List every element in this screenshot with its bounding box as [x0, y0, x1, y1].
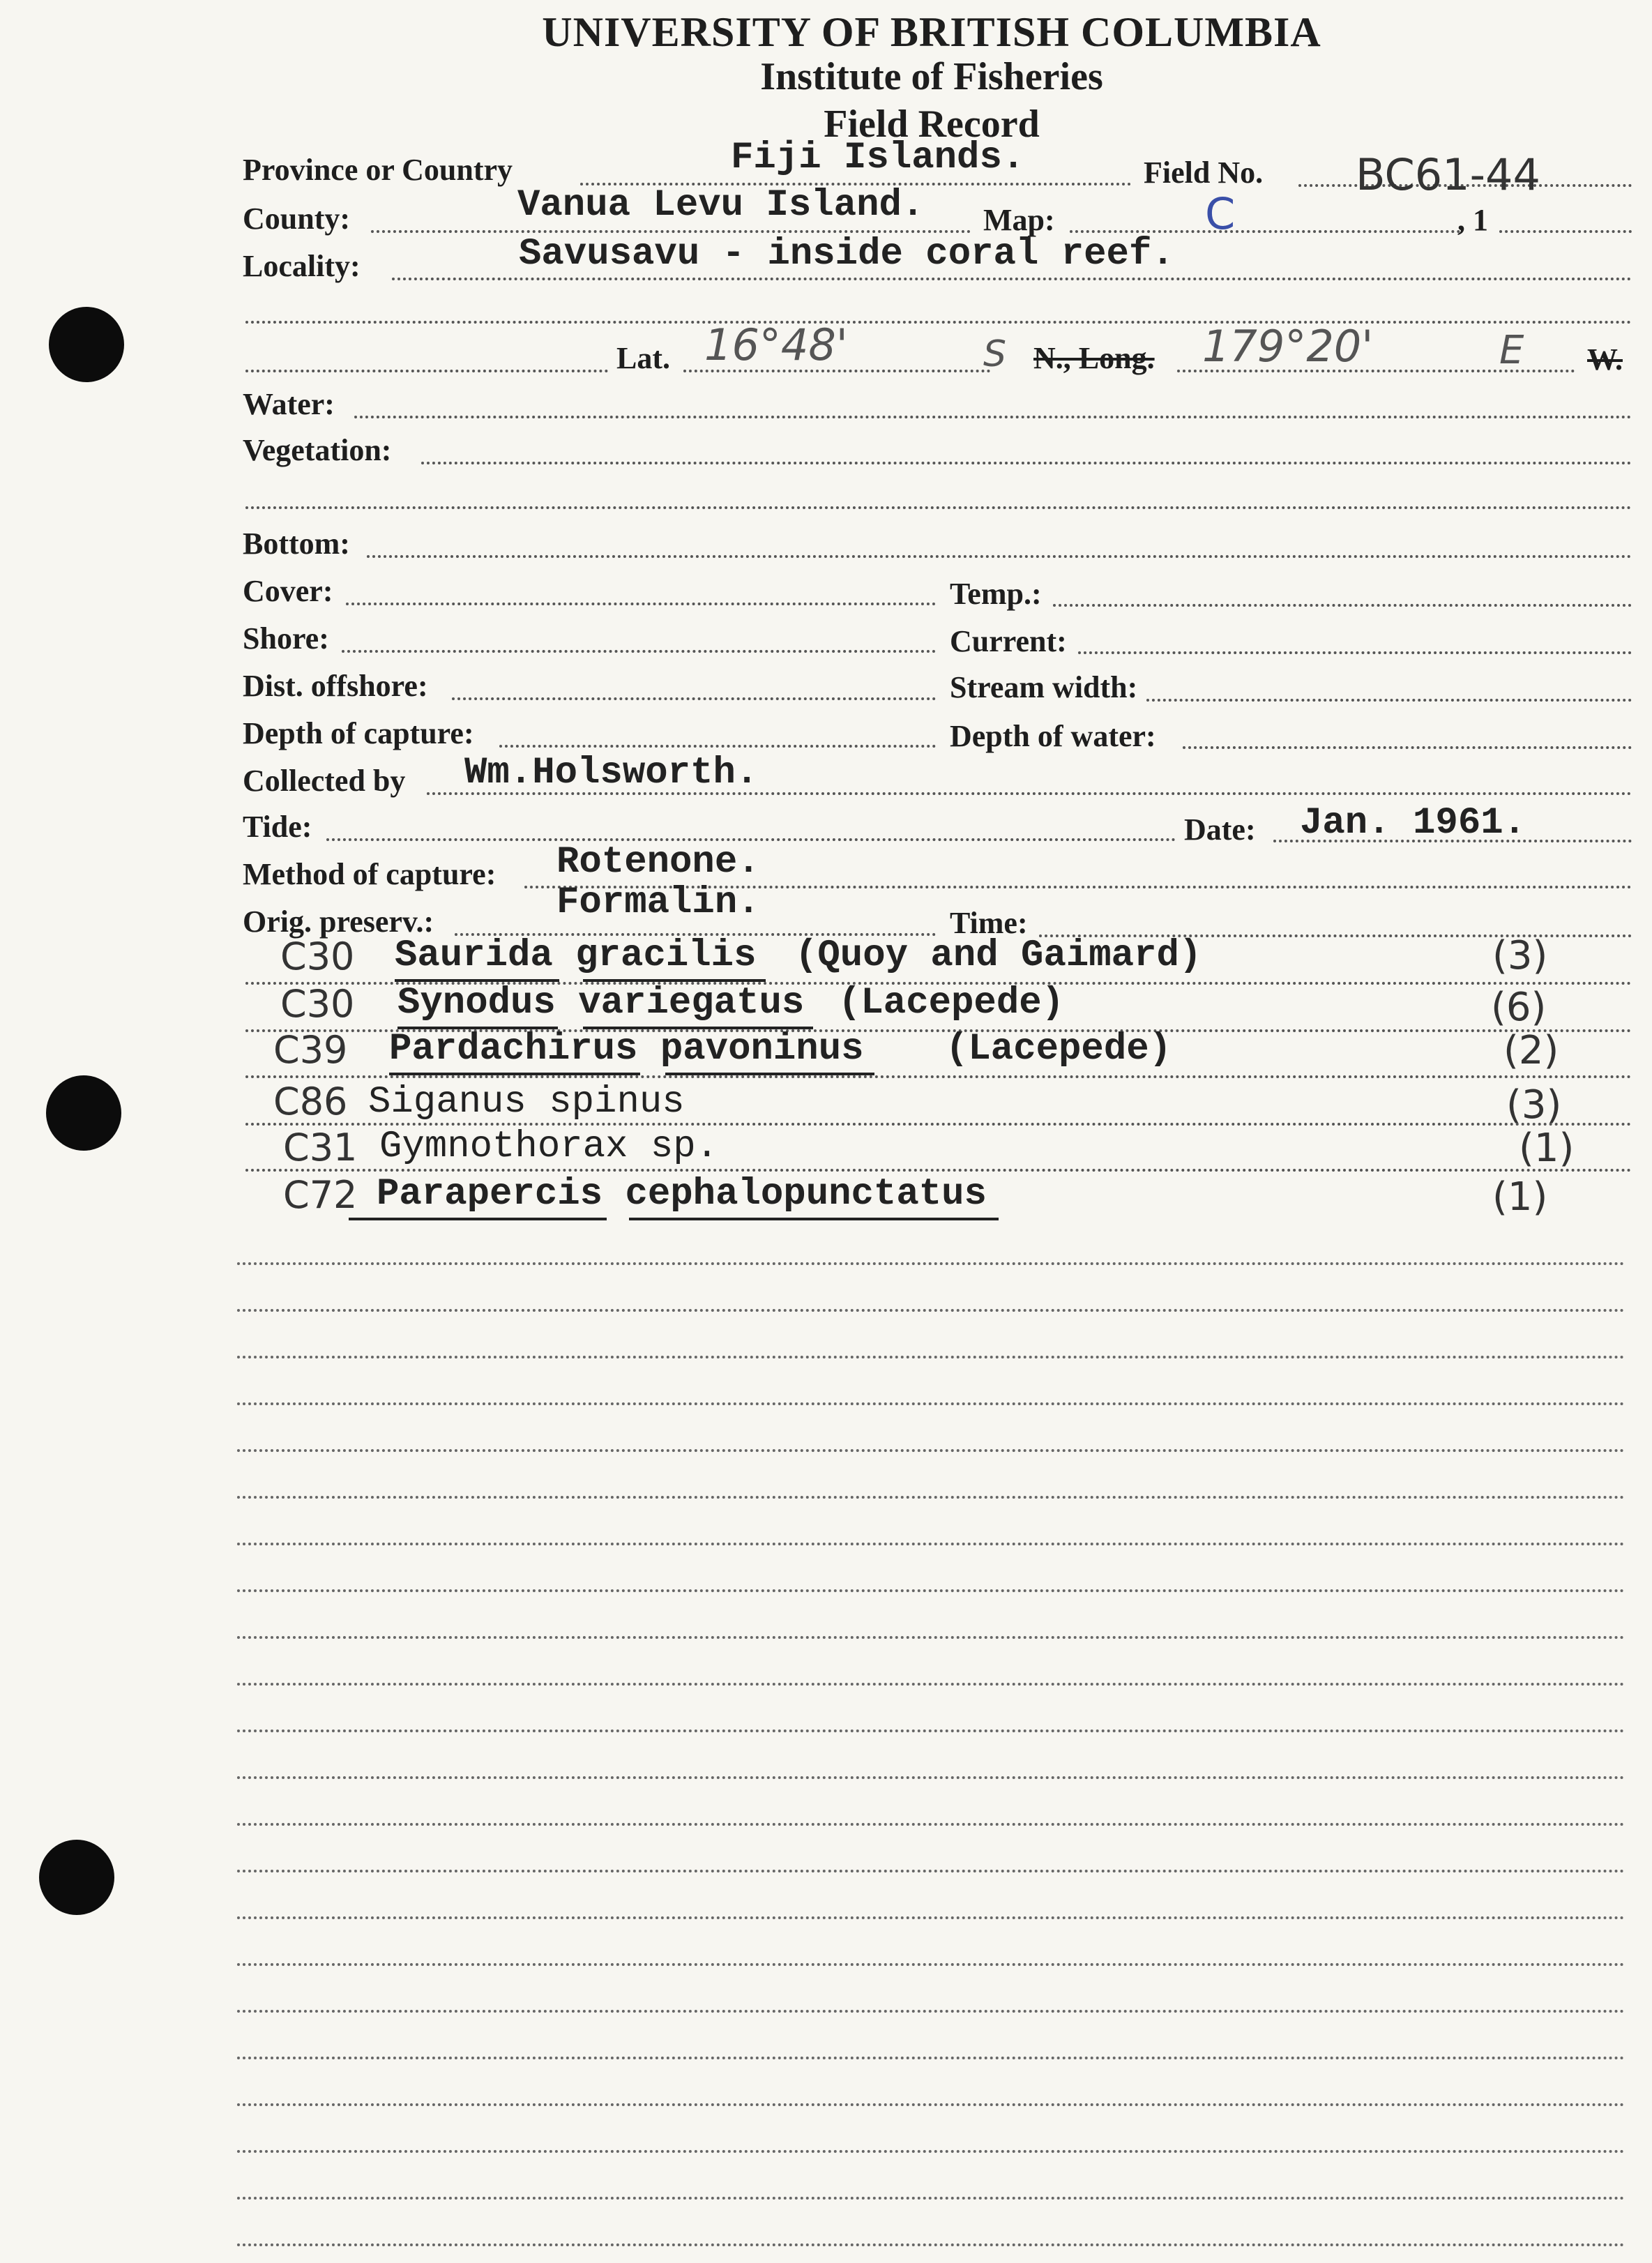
blank-ruled-line [237, 1262, 1625, 1265]
water-line [354, 416, 1632, 418]
method-label: Method of capture: [243, 857, 497, 891]
dist-offshore-label: Dist. offshore: [243, 669, 428, 703]
blank-ruled-line [237, 1636, 1625, 1639]
cover-line [346, 603, 936, 605]
blank-ruled-line [237, 2150, 1625, 2153]
method-value: Rotenone. [556, 841, 760, 884]
depth-capture-label: Depth of capture: [243, 716, 474, 750]
province-label: Province or Country [243, 153, 513, 187]
specimen-code: C39 [273, 1028, 348, 1072]
bottom-line [367, 555, 1632, 558]
specimen-count: (3) [1492, 933, 1548, 978]
map-label: Map: [983, 203, 1055, 237]
specimen-name: Saurida gracilis [395, 934, 757, 977]
blank-ruled-line [237, 1730, 1625, 1732]
specimen-count: (1) [1492, 1174, 1548, 1220]
locality-value: Savusavu - inside coral reef. [519, 233, 1174, 275]
depth-water-label: Depth of water: [950, 719, 1156, 753]
specimen-name: Parapercis cephalopunctatus [377, 1173, 987, 1216]
specimen-author: (Lacepede) [838, 982, 1065, 1024]
lat-value: 16°48' [704, 319, 848, 370]
blank-ruled-line [237, 2197, 1625, 2200]
blank-ruled-line [237, 1356, 1625, 1358]
blank-ruled-line [237, 1963, 1625, 1966]
long-value: 179°20' [1202, 321, 1374, 372]
depth-water-line [1183, 746, 1632, 749]
depth-capture-line [499, 745, 936, 748]
long-direction: E [1499, 328, 1524, 373]
specimen-count: (3) [1506, 1082, 1562, 1128]
temp-label: Temp.: [950, 577, 1042, 611]
specimen-name-underline [629, 1218, 999, 1220]
stream-width-label: Stream width: [950, 670, 1138, 704]
field-no-value: BC61-44 [1356, 149, 1540, 200]
long-suffix: W. [1587, 342, 1623, 377]
lat-lead-line [245, 370, 608, 372]
specimen-code: C86 [273, 1080, 348, 1123]
specimen-count: (6) [1491, 985, 1547, 1030]
lat-label: Lat. [616, 341, 670, 375]
current-line [1078, 651, 1632, 654]
collected-by-label: Collected by [243, 764, 406, 798]
blank-ruled-line [237, 1543, 1625, 1545]
stream-width-line [1146, 699, 1632, 702]
county-value: Vanua Levu Island. [517, 184, 925, 227]
punch-hole-bottom [39, 1840, 114, 1915]
bottom-label: Bottom: [243, 527, 350, 561]
locality-line [392, 278, 1632, 280]
date-value: Jan. 1961. [1300, 802, 1526, 845]
specimen-name-underline [349, 1218, 607, 1220]
shore-line [342, 650, 936, 653]
orig-preserv-label: Orig. preserv.: [243, 905, 434, 939]
time-label: Time: [950, 906, 1028, 940]
province-value: Fiji Islands. [731, 137, 1025, 179]
specimen-name: Siganus spinus [368, 1081, 685, 1123]
vegetation-line [421, 462, 1632, 464]
blank-ruled-line [237, 1870, 1625, 1872]
blank-ruled-line [237, 1449, 1625, 1452]
orig-preserv-value: Formalin. [556, 881, 760, 924]
specimen-name: Gymnothorax sp. [379, 1126, 719, 1168]
department-title: Institute of Fisheries [760, 55, 1103, 98]
locality-label: Locality: [243, 249, 361, 283]
map-suffix-line [1499, 230, 1632, 233]
blank-ruled-line [237, 2010, 1625, 2013]
vegetation-line-2 [245, 506, 1632, 509]
specimen-line [245, 1169, 1632, 1172]
collected-by-value: Wm.Holsworth. [464, 752, 759, 794]
county-label: County: [243, 202, 351, 236]
blank-ruled-line [237, 1402, 1625, 1405]
blank-ruled-line [237, 1589, 1625, 1592]
specimen-code: C31 [283, 1126, 358, 1170]
lat-direction: S [983, 333, 1007, 375]
specimen-line [245, 1075, 1632, 1078]
map-value: C [1205, 188, 1236, 239]
tide-label: Tide: [243, 810, 312, 844]
blank-ruled-line [237, 1496, 1625, 1499]
institution-title: UNIVERSITY OF BRITISH COLUMBIA [542, 9, 1321, 55]
punch-hole-middle [46, 1075, 121, 1151]
specimen-count: (1) [1519, 1126, 1575, 1171]
blank-ruled-line [237, 1309, 1625, 1312]
specimen-code: C30 [280, 982, 355, 1026]
shore-label: Shore: [243, 621, 329, 656]
current-label: Current: [950, 624, 1067, 658]
blank-ruled-line [237, 2243, 1625, 2246]
specimen-author: (Quoy and Gaimard) [795, 934, 1202, 977]
blank-ruled-line [237, 1776, 1625, 1779]
temp-line [1053, 604, 1632, 607]
punch-hole-top [49, 307, 124, 382]
blank-ruled-line [237, 2057, 1625, 2059]
water-label: Water: [243, 387, 335, 421]
specimen-name: Pardachirus pavoninus [389, 1028, 864, 1070]
blank-ruled-line [237, 2103, 1625, 2106]
specimen-code: C72 [283, 1173, 358, 1217]
blank-ruled-line [237, 1683, 1625, 1686]
dist-offshore-line [452, 697, 936, 700]
specimen-author: (Lacepede) [946, 1028, 1172, 1070]
lat-suffix: N., Long. [1033, 341, 1155, 375]
blank-ruled-line [237, 1823, 1625, 1826]
locality-line-2 [245, 321, 1632, 324]
form-title: Field Record [824, 103, 1040, 146]
map-suffix: , 1 [1457, 203, 1488, 237]
blank-ruled-line [237, 1916, 1625, 1919]
specimen-code: C30 [280, 934, 355, 978]
date-label: Date: [1184, 812, 1256, 847]
field-no-label: Field No. [1144, 156, 1264, 190]
specimen-name: Synodus variegatus [397, 982, 805, 1024]
cover-label: Cover: [243, 574, 333, 608]
vegetation-label: Vegetation: [243, 433, 392, 467]
specimen-count: (2) [1503, 1028, 1559, 1073]
